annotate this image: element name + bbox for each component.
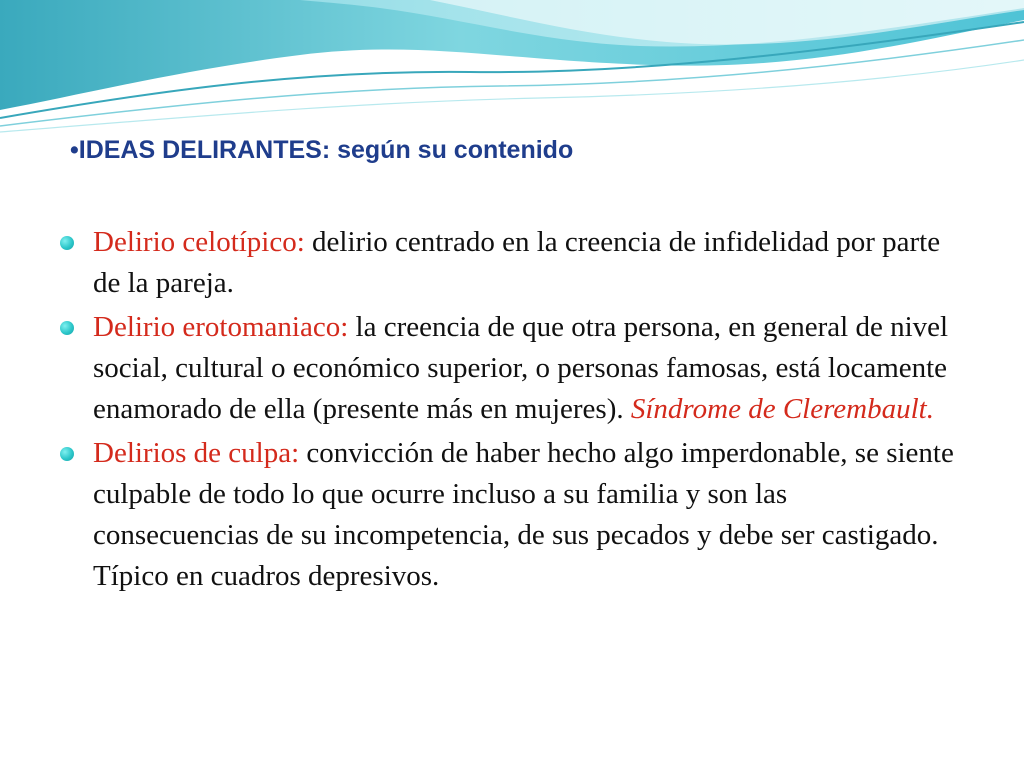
item-text: la creencia de que otra persona, en general de nivel social, cultural o económico superior, o personas famosas, está locamente enamorado de ella (presente más en mujeres). [93,311,949,425]
item-term: Delirio erotomaniaco: [93,311,349,343]
slide-heading: •IDEAS DELIRANTES: según su contenido [70,136,574,164]
item-text: delirio centrado en la creencia de infidelidad por parte de la pareja. [93,226,941,299]
bullet-dot-icon [60,447,74,461]
item-term: Delirio celotípico: [93,226,305,258]
bullet-dot-icon [60,236,74,250]
bullet-dot-icon [60,321,74,335]
item-reference: Síndrome de Clerembault. [630,393,934,425]
list-item [60,222,960,304]
header-wave-decoration [0,0,1024,135]
item-term: Delirios de culpa: [93,437,300,469]
list-item [60,433,960,597]
item-text: convicción de haber hecho algo imperdonable, se siente culpable de todo lo que ocurre incluso a su familia y son las consecuencias de su incompetencia, de sus pecados y debe ser castigado. Típico en cuadros depresivos. [93,437,954,592]
bullet-list [60,222,960,600]
list-item [60,307,960,430]
